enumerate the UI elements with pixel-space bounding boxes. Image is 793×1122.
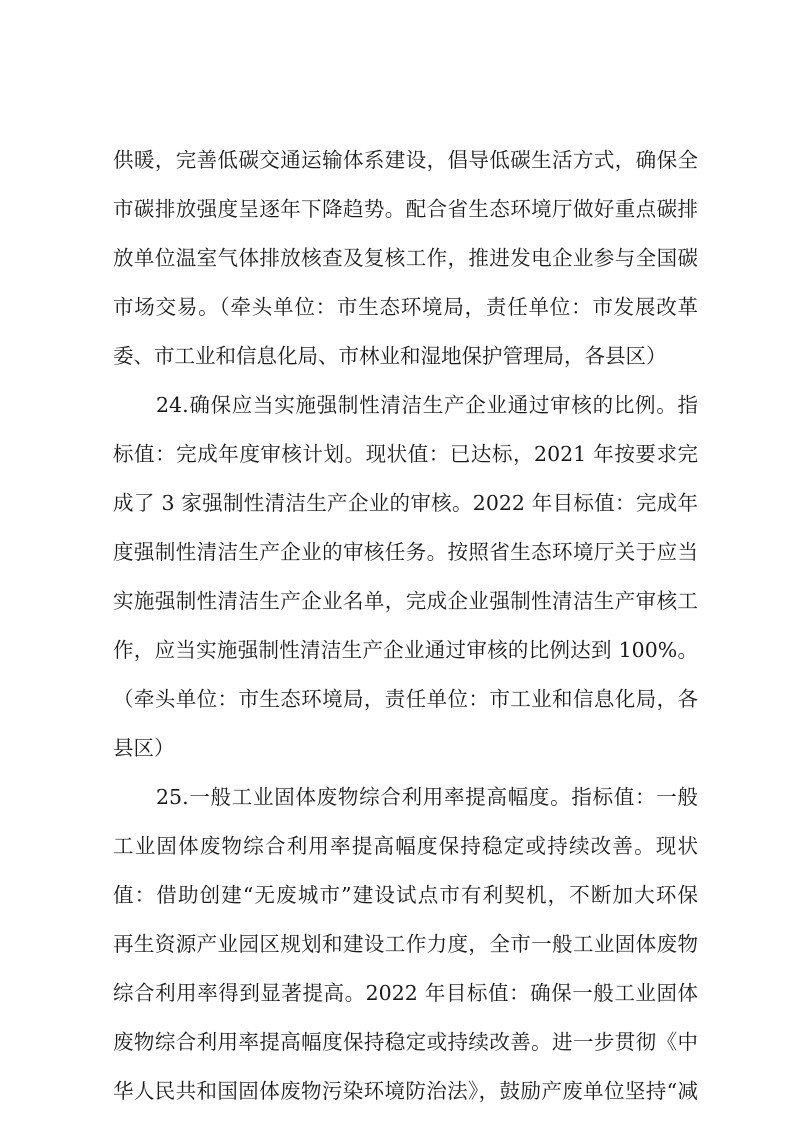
text-line: 24.确保应当实施强制性清洁生产企业通过审核的比例。指 — [156, 393, 698, 417]
text-line: 县区） — [113, 736, 175, 760]
text-line: 工业固体废物综合利用率提高幅度保持稳定或持续改善。现状 — [113, 834, 698, 858]
text-line: 值：借助创建“无废城市”建设试点市有利契机，不断加大环保 — [113, 883, 698, 907]
text-line: 华人民共和国固体废物污染环境防治法》，鼓励产废单位坚持“减 — [113, 1079, 698, 1103]
text-line: 放单位温室气体排放核查及复核工作，推进发电企业参与全国碳 — [113, 246, 698, 270]
text-line: 综合利用率得到显著提高。2022 年目标值：确保一般工业固体 — [113, 981, 698, 1005]
text-line: 作，应当实施强制性清洁生产企业通过审核的比例达到 100%。 — [113, 638, 698, 662]
text-line: 实施强制性清洁生产企业名单，完成企业强制性清洁生产审核工 — [113, 589, 698, 613]
text-line: 供暖，完善低碳交通运输体系建设，倡导低碳生活方式，确保全 — [113, 148, 698, 172]
text-line: 委、市工业和信息化局、市林业和湿地保护管理局，各县区） — [113, 344, 667, 368]
text-line: 标值：完成年度审核计划。现状值：已达标，2021 年按要求完 — [113, 442, 698, 466]
text-line: 25.一般工业固体废物综合利用率提高幅度。指标值：一般 — [156, 785, 698, 809]
text-line: 再生资源产业园区规划和建设工作力度，全市一般工业固体废物 — [113, 932, 698, 956]
text-line: 度强制性清洁生产企业的审核任务。按照省生态环境厅关于应当 — [113, 540, 698, 564]
text-line: 市碳排放强度呈逐年下降趋势。配合省生态环境厅做好重点碳排 — [113, 197, 698, 221]
text-line: （牵头单位：市生态环境局，责任单位：市工业和信息化局，各 — [113, 687, 698, 711]
text-line: 废物综合利用率提高幅度保持稳定或持续改善。进一步贯彻《中 — [113, 1030, 698, 1054]
text-line: 成了 3 家强制性清洁生产企业的审核。2022 年目标值：完成年 — [113, 491, 698, 515]
text-line: 市场交易。（牵头单位：市生态环境局，责任单位：市发展改革 — [113, 295, 698, 319]
